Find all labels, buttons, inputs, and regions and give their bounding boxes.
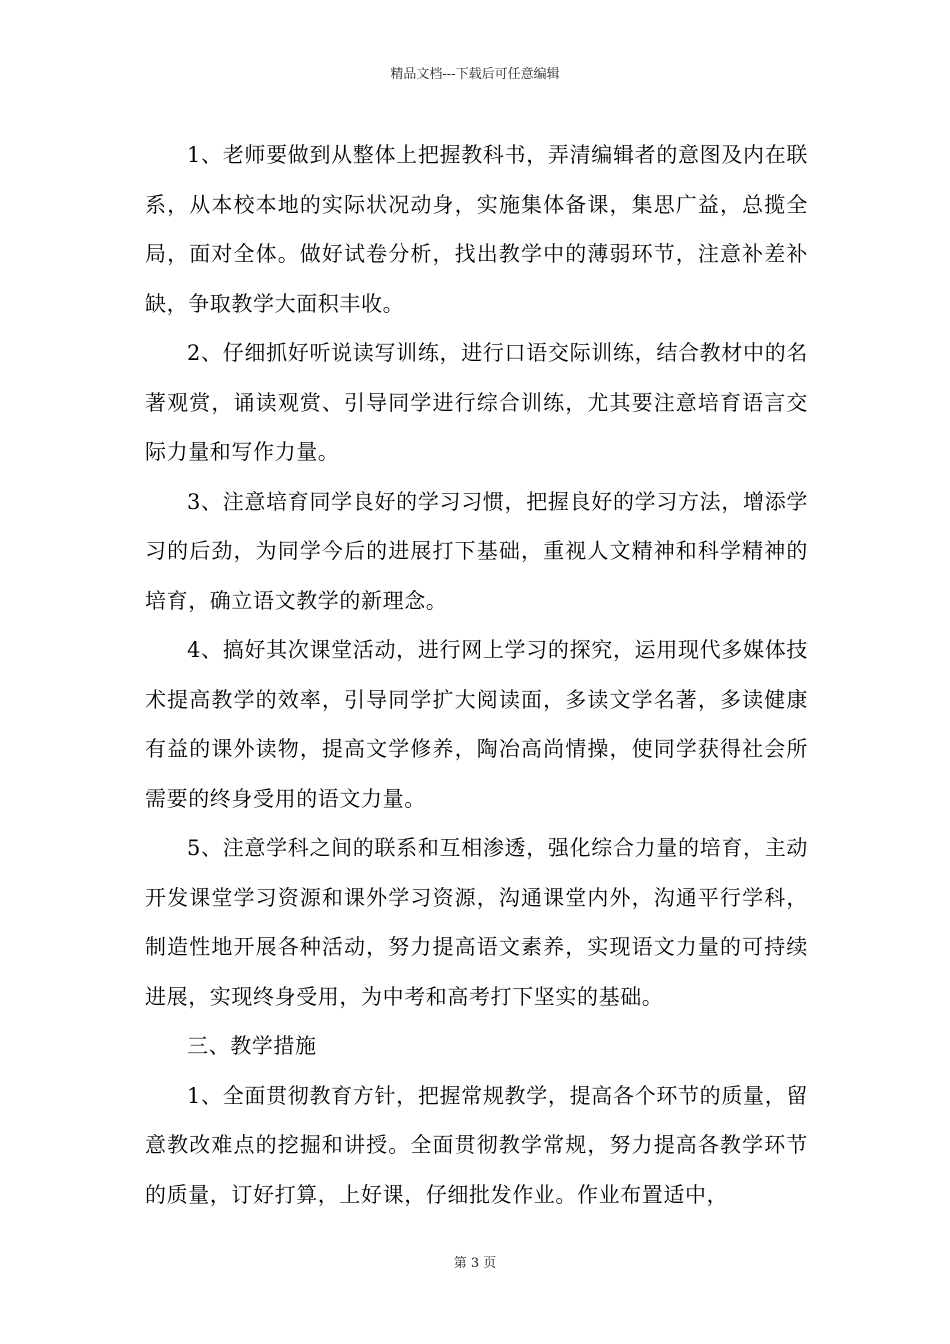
paragraph-1: 1、老师要做到从整体上把握教科书，弄清编辑者的意图及内在联系，从本校本地的实际状况动身，实施集体备课，集思广益，总揽全局，面对全体。做好试卷分析，找出教学中的薄弱环节，注意补差补缺，争取教学大面积丰收。 (145, 143, 808, 316)
page-number: 第 3 页 (453, 1256, 497, 1271)
paragraph-2: 2、仔细抓好听说读写训练，进行口语交际训练，结合教材中的名著观赏，诵读观赏、引导同学进行综合训练，尤其要注意培育语言交际力量和写作力量。 (145, 341, 808, 464)
page-header: 精品文档---下载后可任意编辑 (390, 67, 560, 82)
paragraph-4: 4、搞好其次课堂活动，进行网上学习的探究，运用现代多媒体技术提高教学的效率，引导同学扩大阅读面，多读文学名著，多读健康有益的课外读物，提高文学修养，陶冶高尚情操，使同学获得社会所需要的终身受用的语文力量。 (145, 638, 808, 811)
paragraph-5: 5、注意学科之间的联系和互相渗透，强化综合力量的培育，主动开发课堂学习资源和课外学习资源，沟通课堂内外，沟通平行学科，制造性地开展各种活动，努力提高语文素养，实现语文力量的可持续进展，实现终身受用，为中考和高考打下坚实的基础。 (145, 836, 808, 1009)
paragraph-3: 3、注意培育同学良好的学习习惯，把握良好的学习方法，增添学习的后劲，为同学今后的进展打下基础，重视人文精神和科学精神的培育，确立语文教学的新理念。 (145, 489, 808, 613)
document-body (145, 131, 808, 1220)
paragraph-6: 1、全面贯彻教育方针，把握常规教学，提高各个环节的质量，留意教改难点的挖掘和讲授。全面贯彻教学常规，努力提高各教学环节的质量，订好打算，上好课，仔细批发作业。作业布置适中， (145, 1083, 808, 1207)
section-heading: 三、教学措施 (187, 1034, 317, 1058)
